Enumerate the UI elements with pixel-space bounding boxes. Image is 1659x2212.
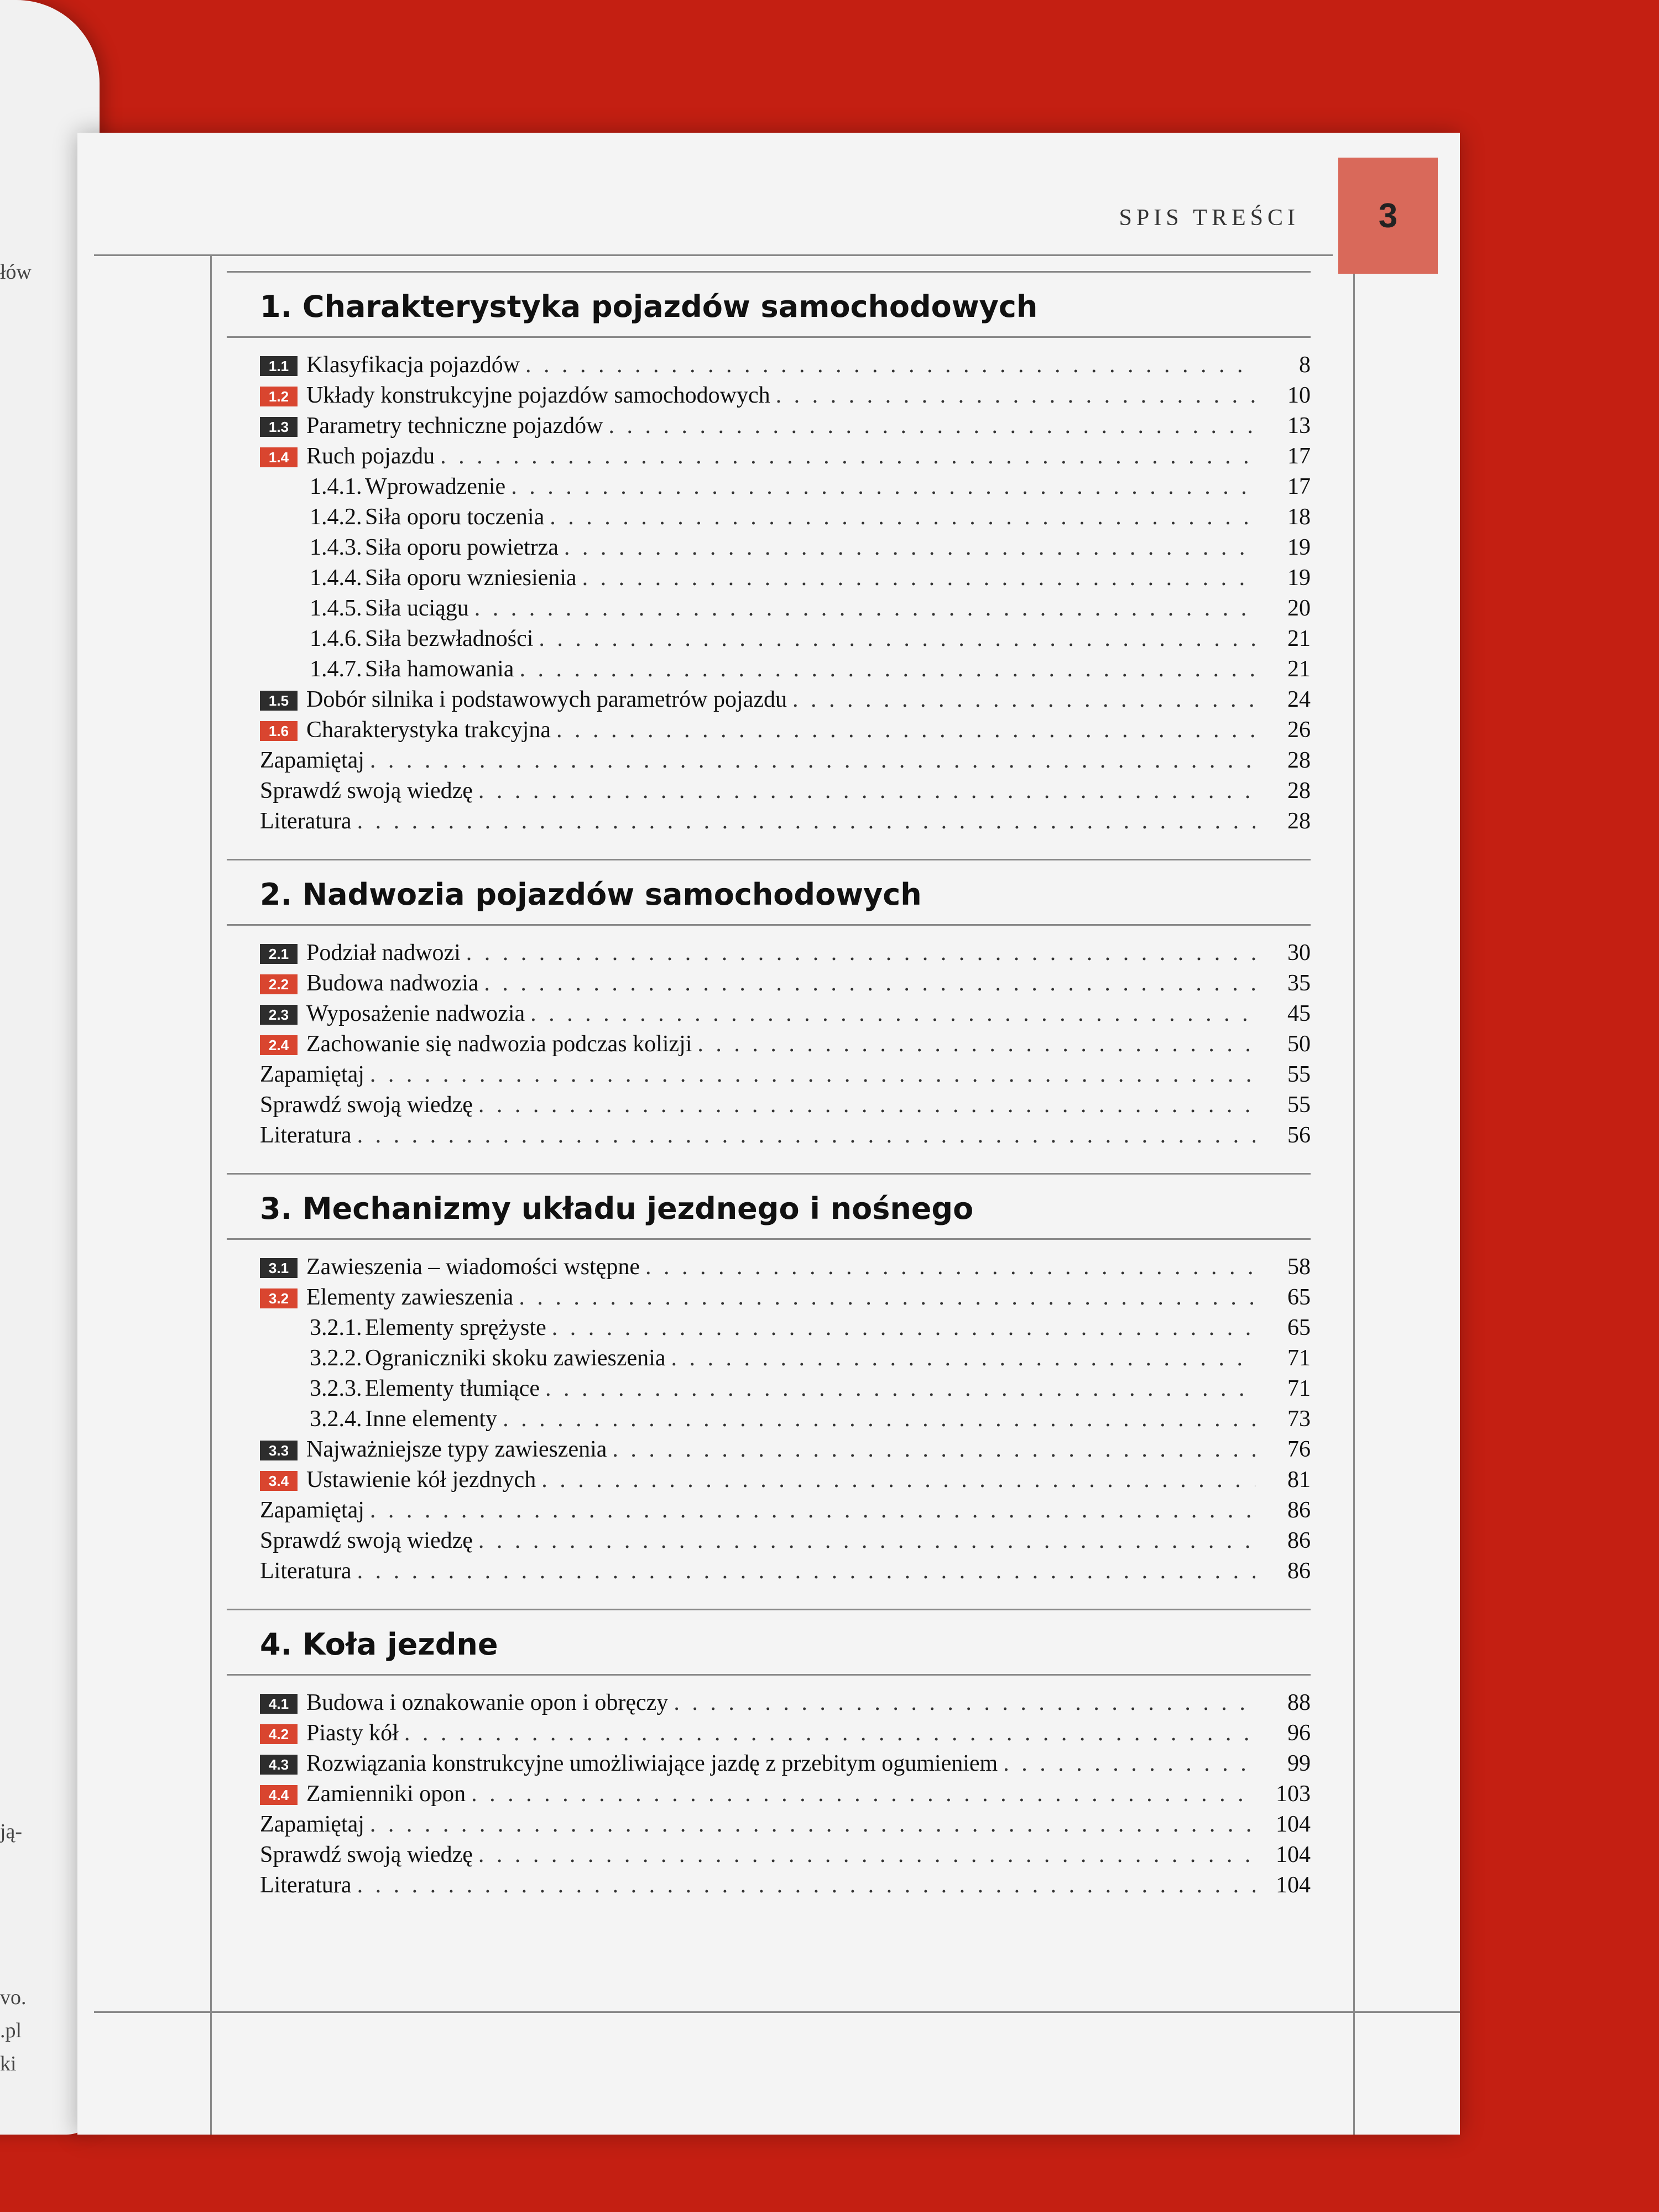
toc-entry [227,1809,1311,1840]
toc-entry [227,1779,1311,1809]
dot-leader [357,1556,1255,1587]
entry-page-number: 56 [1287,1123,1311,1148]
table-of-contents [227,271,1311,1923]
toc-entry [227,938,1311,968]
entry-page-number: 86 [1287,1528,1311,1553]
toc-entry [227,715,1311,745]
margin-rule-right [1353,254,1355,2135]
entry-page-number: 19 [1287,535,1311,560]
entry-page-number: 86 [1287,1498,1311,1523]
entry-title: Najważniejsze typy zawieszenia [306,1437,607,1462]
entry-title: Charakterystyka trakcyjna [306,717,551,743]
entry-page-number: 30 [1287,940,1311,966]
entry-page-number: 86 [1287,1558,1311,1584]
dot-leader [1003,1749,1255,1779]
left-page-fragment: łów [0,260,32,284]
entry-title: Wprowadzenie [365,474,506,499]
section-badge: 3.4 [260,1471,298,1491]
dot-leader [552,1313,1255,1343]
section-badge: 3.3 [260,1441,298,1460]
entry-title: Elementy zawieszenia [306,1285,514,1310]
entry-page-number: 13 [1287,413,1311,439]
entry-page-number: 96 [1287,1720,1311,1746]
entry-page-number: 8 [1299,352,1311,378]
dot-leader [357,1120,1255,1151]
entry-page-number: 26 [1287,717,1311,743]
dot-leader [357,806,1255,837]
entry-title: Układy konstrukcyjne pojazdów samochodowych [306,383,770,408]
entry-page-number: 50 [1287,1031,1311,1057]
toc-entry [227,533,1311,563]
dot-leader [530,999,1255,1029]
header-rule [94,254,1333,256]
entry-page-number: 71 [1287,1376,1311,1401]
entry-title: Ruch pojazdu [306,444,435,469]
dot-leader [525,350,1255,380]
dot-leader [370,745,1255,776]
entry-page-number: 99 [1287,1751,1311,1776]
chapter-section [227,1609,1311,1901]
page-number-tab [1338,158,1438,274]
entry-title: Zapamiętaj [260,1812,364,1837]
entry-title: Zachowanie się nadwozia podczas kolizji [306,1031,692,1057]
subsection-number: 1.4.2. [310,504,362,530]
entry-page-number: 28 [1287,748,1311,773]
entry-page-number: 20 [1287,596,1311,621]
toc-entry [227,1374,1311,1404]
page-number: 3 [1378,196,1398,235]
toc-entry [227,441,1311,472]
entry-title: Sprawdź swoją wiedzę [260,778,473,804]
entry-page-number: 65 [1287,1285,1311,1310]
toc-entry [227,806,1311,837]
entry-title: Zawieszenia – wiadomości wstępne [306,1254,640,1280]
entry-title: Elementy sprężyste [365,1315,546,1340]
chapter-section [227,1173,1311,1587]
toc-entry [227,1120,1311,1151]
subsection-number: 3.2.1. [310,1315,362,1340]
subsection-number: 1.4.6. [310,626,362,651]
entry-title: Zapamiętaj [260,1498,364,1523]
section-badge: 2.4 [260,1035,298,1055]
dot-leader [564,533,1255,563]
section-badge: 4.1 [260,1694,298,1714]
dot-leader [519,654,1255,685]
toc-entry [227,1688,1311,1718]
toc-entry [227,999,1311,1029]
toc-page [77,133,1460,2135]
dot-leader [674,1688,1255,1718]
toc-entry [227,968,1311,999]
dot-leader [466,938,1255,968]
toc-entry [227,685,1311,715]
dot-leader [478,776,1255,806]
toc-entry [227,472,1311,502]
dot-leader [541,1465,1255,1495]
dot-leader [612,1434,1255,1465]
entry-title: Literatura [260,808,352,834]
entry-title: Literatura [260,1872,352,1898]
entry-title: Literatura [260,1123,352,1148]
entry-page-number: 28 [1287,808,1311,834]
dot-leader [478,1090,1255,1120]
entry-page-number: 17 [1287,474,1311,499]
section-badge: 4.4 [260,1785,298,1805]
toc-entry [227,654,1311,685]
entry-page-number: 76 [1287,1437,1311,1462]
dot-leader [471,1779,1255,1809]
dot-leader [370,1809,1255,1840]
subsection-number: 3.2.2. [310,1345,362,1371]
dot-leader [370,1495,1255,1526]
section-badge: 4.2 [260,1724,298,1744]
running-head: SPIS TREŚCI [1119,205,1300,231]
toc-entry [227,776,1311,806]
toc-entry [227,1870,1311,1901]
dot-leader [370,1060,1255,1090]
entry-title: Elementy tłumiące [365,1376,540,1401]
entry-page-number: 81 [1287,1467,1311,1493]
entry-page-number: 55 [1287,1092,1311,1118]
dot-leader [608,411,1255,441]
margin-rule-left [210,254,212,2135]
dot-leader [776,380,1255,411]
dot-leader [484,968,1255,999]
entry-title: Zamienniki opon [306,1781,466,1807]
entry-page-number: 19 [1287,565,1311,591]
toc-entry [227,1434,1311,1465]
section-badge: 2.2 [260,974,298,994]
entry-page-number: 104 [1276,1812,1311,1837]
chapter-section [227,859,1311,1151]
toc-entry [227,1495,1311,1526]
entry-page-number: 45 [1287,1001,1311,1026]
dot-leader [645,1252,1255,1282]
section-badge: 1.4 [260,447,298,467]
toc-entry [227,624,1311,654]
dot-leader [404,1718,1255,1749]
dot-leader [357,1870,1255,1901]
entry-page-number: 58 [1287,1254,1311,1280]
toc-entry [227,563,1311,593]
entry-title: Rozwiązania konstrukcyjne umożliwiające jazdę z przebitym ogumieniem [306,1751,998,1776]
toc-entry [227,1282,1311,1313]
footer-rule [94,2011,1460,2013]
entry-title: Budowa nadwozia [306,971,479,996]
entry-title: Siła oporu wzniesienia [365,565,577,591]
dot-leader [511,472,1255,502]
toc-entry [227,1749,1311,1779]
toc-entry [227,1404,1311,1434]
entry-title: Siła oporu powietrza [365,535,559,560]
chapter-section [227,271,1311,837]
entry-title: Sprawdź swoją wiedzę [260,1092,473,1118]
entry-page-number: 10 [1287,383,1311,408]
subsection-number: 3.2.4. [310,1406,362,1432]
entry-title: Siła uciągu [365,596,469,621]
dot-leader [503,1404,1255,1434]
entry-title: Wyposażenie nadwozia [306,1001,525,1026]
dot-leader [440,441,1255,472]
section-badge: 1.2 [260,387,298,406]
entry-title: Literatura [260,1558,352,1584]
entry-title: Budowa i oznakowanie opon i obręczy [306,1690,669,1715]
left-page-fragment: ki [0,2052,17,2075]
left-page-fragment: ją- [0,1820,23,1843]
section-badge: 1.3 [260,417,298,437]
entry-title: Zapamiętaj [260,1062,364,1087]
toc-entry [227,350,1311,380]
section-badge: 2.3 [260,1005,298,1025]
dot-leader [697,1029,1255,1060]
toc-entry [227,1556,1311,1587]
entry-title: Klasyfikacja pojazdów [306,352,520,378]
toc-entry [227,1465,1311,1495]
dot-leader [671,1343,1255,1374]
dot-leader [519,1282,1255,1313]
entry-title: Sprawdź swoją wiedzę [260,1842,473,1867]
subsection-number: 1.4.3. [310,535,362,560]
entry-page-number: 103 [1276,1781,1311,1807]
entry-title: Siła hamowania [365,656,514,682]
dot-leader [550,502,1255,533]
entry-title: Ograniczniki skoku zawieszenia [365,1345,666,1371]
entry-page-number: 73 [1287,1406,1311,1432]
entry-title: Zapamiętaj [260,748,364,773]
entry-title: Piasty kół [306,1720,399,1746]
entry-page-number: 28 [1287,778,1311,804]
chapter-title: 3. Mechanizmy układu jezdnego i nośnego [227,1173,1311,1240]
entry-page-number: 104 [1276,1872,1311,1898]
entry-page-number: 18 [1287,504,1311,530]
dot-leader [478,1526,1255,1556]
dot-leader [539,624,1255,654]
entry-title: Podział nadwozi [306,940,461,966]
entry-title: Parametry techniczne pojazdów [306,413,603,439]
entry-page-number: 21 [1287,626,1311,651]
subsection-number: 1.4.4. [310,565,362,591]
toc-entry [227,1060,1311,1090]
chapter-title: 1. Charakterystyka pojazdów samochodowych [227,271,1311,338]
entry-page-number: 55 [1287,1062,1311,1087]
dot-leader [478,1840,1255,1870]
section-badge: 1.1 [260,356,298,376]
dot-leader [792,685,1255,715]
toc-entry [227,1313,1311,1343]
left-page-fragment: vo. [0,1986,27,2009]
chapter-title: 2. Nadwozia pojazdów samochodowych [227,859,1311,926]
entry-page-number: 35 [1287,971,1311,996]
entry-title: Dobór silnika i podstawowych parametrów pojazdu [306,687,787,712]
entry-page-number: 65 [1287,1315,1311,1340]
toc-entry [227,502,1311,533]
entry-page-number: 21 [1287,656,1311,682]
entry-title: Siła oporu toczenia [365,504,545,530]
subsection-number: 1.4.5. [310,596,362,621]
entry-title: Sprawdź swoją wiedzę [260,1528,473,1553]
left-page-fragment: .pl [0,2019,22,2042]
dot-leader [582,563,1255,593]
section-badge: 1.5 [260,691,298,711]
entry-page-number: 71 [1287,1345,1311,1371]
toc-entry [227,1718,1311,1749]
entry-title: Siła bezwładności [365,626,534,651]
toc-entry [227,1090,1311,1120]
toc-entry [227,411,1311,441]
subsection-number: 3.2.3. [310,1376,362,1401]
toc-entry [227,1252,1311,1282]
toc-entry [227,1343,1311,1374]
section-badge: 3.1 [260,1258,298,1278]
entry-page-number: 17 [1287,444,1311,469]
entry-title: Inne elementy [365,1406,498,1432]
dot-leader [474,593,1255,624]
dot-leader [545,1374,1255,1404]
section-badge: 3.2 [260,1288,298,1308]
subsection-number: 1.4.7. [310,656,362,682]
toc-entry [227,593,1311,624]
entry-title: Ustawienie kół jezdnych [306,1467,536,1493]
section-badge: 2.1 [260,944,298,964]
toc-entry [227,1526,1311,1556]
entry-page-number: 24 [1287,687,1311,712]
toc-entry [227,1029,1311,1060]
toc-entry [227,1840,1311,1870]
entry-page-number: 104 [1276,1842,1311,1867]
dot-leader [556,715,1255,745]
chapter-title: 4. Koła jezdne [227,1609,1311,1676]
toc-entry [227,745,1311,776]
toc-entry [227,380,1311,411]
subsection-number: 1.4.1. [310,474,362,499]
entry-page-number: 88 [1287,1690,1311,1715]
section-badge: 4.3 [260,1755,298,1775]
section-badge: 1.6 [260,721,298,741]
